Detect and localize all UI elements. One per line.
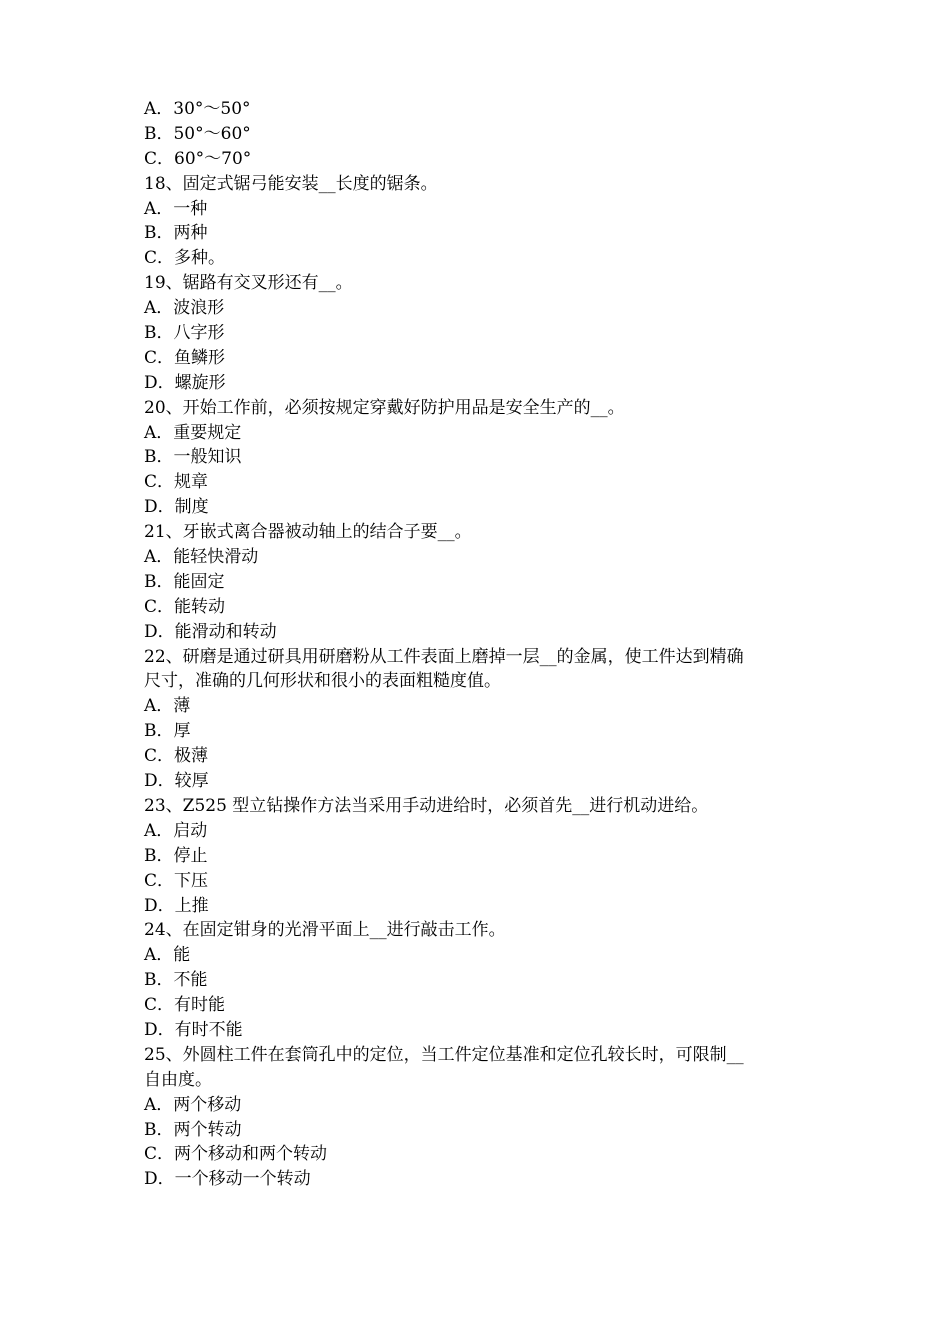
question-19: 19、锯路有交叉形还有__。 (144, 273, 353, 294)
option-line: C．两个移动和两个转动 (144, 1144, 328, 1165)
option-line: A．能 (144, 945, 191, 966)
option-line: D．一个移动一个转动 (144, 1169, 311, 1190)
option-line: B．能固定 (144, 571, 225, 592)
question-25: 25、外圆柱工件在套筒孔中的定位，当工件定位基准和定位孔较长时，可限制__ (144, 1044, 744, 1065)
option-line: D．上推 (144, 895, 209, 916)
option-line: A．重要规定 (144, 422, 242, 443)
option-line: A．薄 (144, 696, 191, 717)
option-line: D．较厚 (144, 771, 209, 792)
question-21: 21、牙嵌式离合器被动轴上的结合子要__。 (144, 522, 472, 543)
option-line: A．启动 (144, 820, 208, 841)
question-20: 20、开始工作前，必须按规定穿戴好防护用品是安全生产的__。 (144, 397, 625, 418)
option-line: D．能滑动和转动 (144, 621, 277, 642)
question-18: 18、固定式锯弓能安装__长度的锯条。 (144, 173, 438, 194)
question-22: 22、研磨是通过研具用研磨粉从工件表面上磨掉一层__的金属，使工件达到精确 (144, 646, 744, 667)
option-line: C．60°～70° (144, 148, 252, 169)
option-line: A．波浪形 (144, 298, 225, 319)
option-line: B．50°～60° (144, 123, 251, 144)
option-line: A．能轻快滑动 (144, 547, 259, 568)
option-line: C．规章 (144, 472, 209, 493)
option-line: D．螺旋形 (144, 372, 226, 393)
option-line: D．制度 (144, 497, 209, 518)
option-line: C．能转动 (144, 596, 226, 617)
option-line: B．两种 (144, 223, 208, 244)
option-line: C．鱼鳞形 (144, 347, 226, 368)
option-line: B．不能 (144, 970, 208, 991)
option-line: B．厚 (144, 721, 191, 742)
question-25-continued: 自由度。 (144, 1069, 212, 1090)
question-22-continued: 尺寸，准确的几何形状和很小的表面粗糙度值。 (144, 671, 501, 692)
question-24: 24、在固定钳身的光滑平面上__进行敲击工作。 (144, 920, 506, 941)
option-line: B．停止 (144, 845, 208, 866)
option-line: B．一般知识 (144, 447, 242, 468)
option-line: C．下压 (144, 870, 209, 891)
option-line: B．八字形 (144, 323, 225, 344)
option-line: A．一种 (144, 198, 208, 219)
option-line: A．两个移动 (144, 1094, 242, 1115)
option-line: C．多种。 (144, 248, 226, 269)
option-line: C．有时能 (144, 995, 226, 1016)
document-page (144, 97, 824, 1192)
option-line: D．有时不能 (144, 1019, 243, 1040)
option-line: C．极薄 (144, 746, 209, 767)
option-line: B．两个转动 (144, 1119, 242, 1140)
option-line: A．30°～50° (144, 99, 251, 119)
question-23: 23、Z525 型立钻操作方法当采用手动进给时，必须首先__进行机动进给。 (144, 795, 709, 816)
